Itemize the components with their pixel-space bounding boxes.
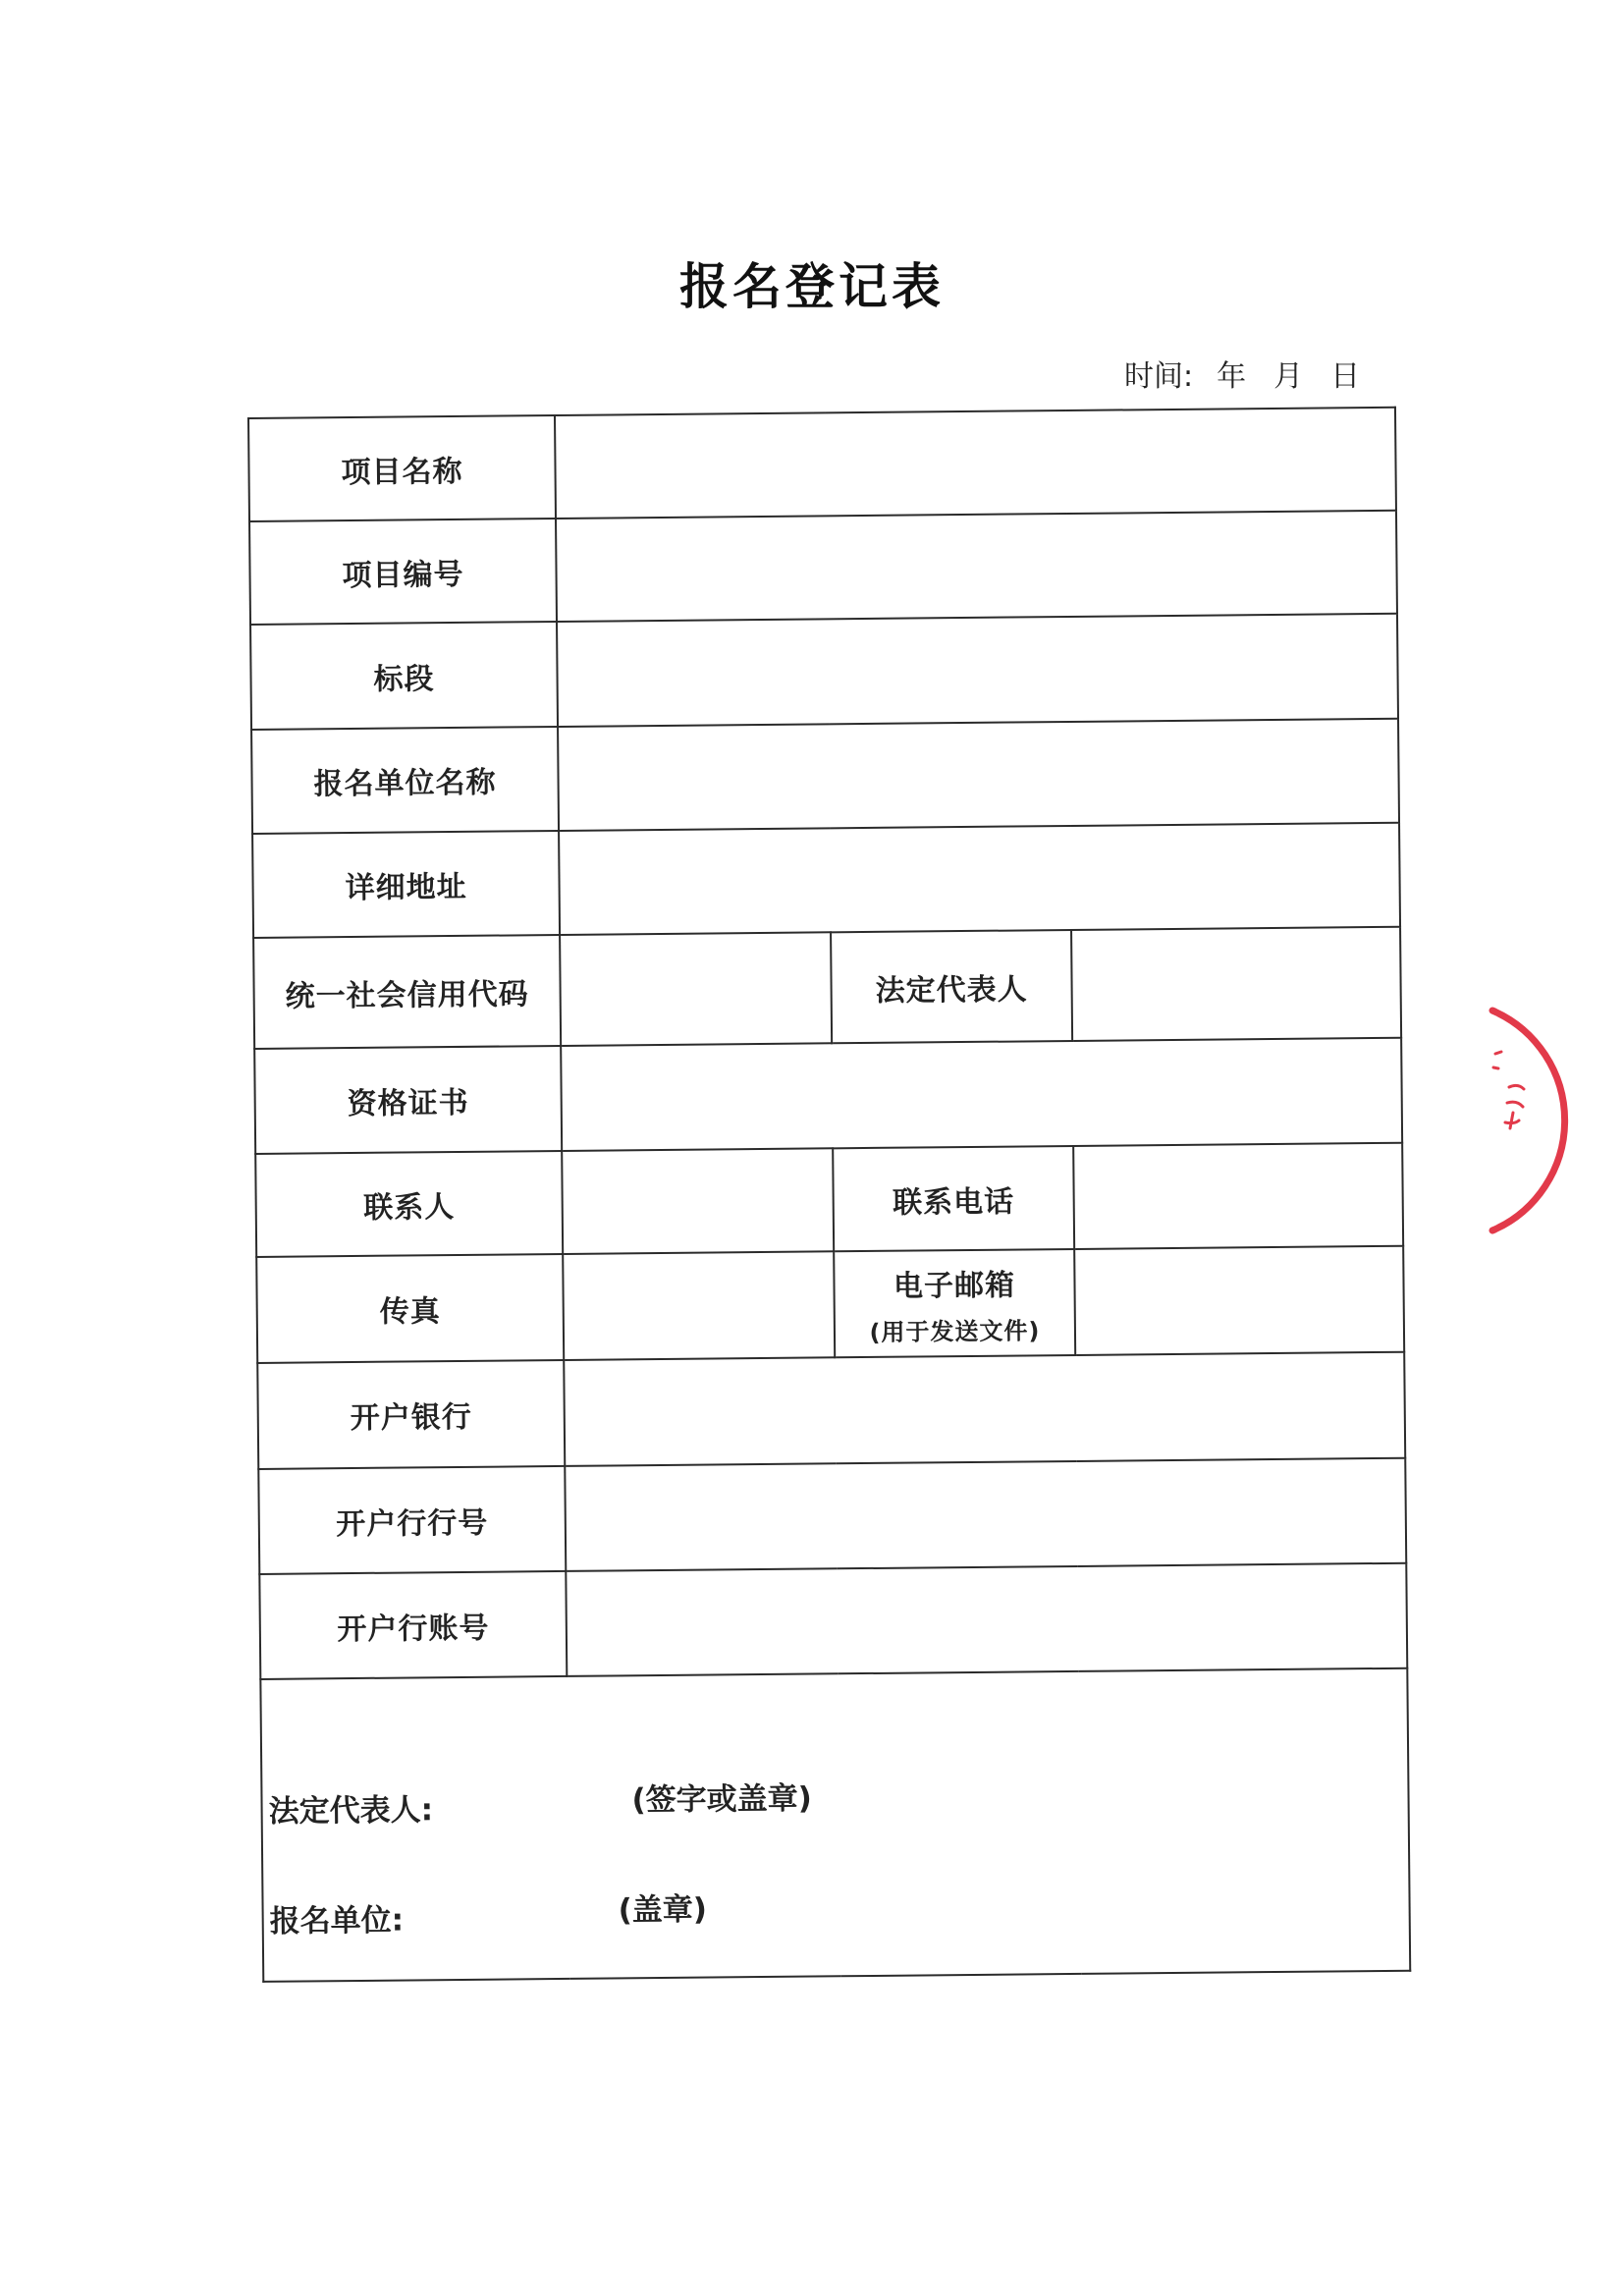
row-label-bank-code: 开户行行号 (258, 1466, 566, 1574)
row-label-email (834, 1249, 1075, 1357)
table-row (256, 1246, 1404, 1363)
page-title: 报名登记表 (679, 258, 945, 315)
row-label-address: 详细地址 (252, 831, 560, 938)
row-label-project-number: 项目编号 (249, 519, 557, 625)
red-seal-icon (1478, 997, 1624, 1242)
table-row (258, 1458, 1406, 1574)
date-day-unit: 日 (1330, 359, 1361, 394)
table-row (257, 1352, 1405, 1469)
row-label-contact: 联系人 (255, 1151, 563, 1257)
unit-seal-label: 报名单位: (269, 1902, 405, 1940)
date-label: 时间: (1124, 359, 1194, 394)
table-row (249, 511, 1397, 625)
table-row (254, 1038, 1402, 1154)
qualification-field[interactable] (561, 1038, 1402, 1151)
bank-field[interactable] (564, 1352, 1405, 1466)
signature-block (260, 1668, 1410, 1982)
row-label-fax: 传真 (256, 1254, 564, 1363)
row-label-project-name: 项目名称 (248, 415, 556, 521)
date-month-unit: 月 (1273, 359, 1304, 394)
legal-rep-signature-line (268, 1780, 813, 1831)
table-row (253, 927, 1401, 1049)
email-label: 电子邮箱 (893, 1268, 1016, 1304)
registration-form-table (247, 407, 1411, 1983)
unit-seal-line (269, 1891, 708, 1941)
row-label-credit-code: 统一社会信用代码 (253, 935, 561, 1049)
table-row (248, 408, 1396, 521)
project-name-field[interactable] (555, 408, 1396, 519)
row-label-applicant-name: 报名单位名称 (251, 727, 559, 834)
table-row (259, 1563, 1407, 1679)
table-row (255, 1143, 1403, 1257)
date-year-unit: 年 (1217, 359, 1247, 394)
email-field[interactable] (1074, 1246, 1404, 1355)
legal-rep-signature-note: (签字或盖章) (631, 1780, 813, 1819)
email-sublabel: (用于发送文件) (869, 1316, 1041, 1346)
table-row (250, 614, 1398, 730)
table-row (252, 823, 1400, 938)
row-label-qualification: 资格证书 (254, 1046, 562, 1154)
table-row (251, 719, 1399, 834)
project-number-field[interactable] (556, 511, 1397, 622)
account-field[interactable] (566, 1563, 1407, 1676)
address-field[interactable] (559, 823, 1400, 935)
bank-code-field[interactable] (565, 1458, 1406, 1571)
lot-field[interactable] (557, 614, 1398, 727)
legal-representative-field[interactable] (1071, 927, 1401, 1041)
legal-rep-signature-label: 法定代表人: (268, 1792, 434, 1830)
applicant-name-field[interactable] (558, 719, 1399, 831)
row-label-account: 开户行账号 (259, 1571, 567, 1679)
row-label-contact-phone: 联系电话 (833, 1146, 1074, 1251)
credit-code-field[interactable] (560, 932, 832, 1046)
date-line (1124, 352, 1360, 395)
row-label-lot: 标段 (250, 622, 558, 730)
fax-field[interactable] (563, 1251, 835, 1360)
contact-field[interactable] (562, 1148, 834, 1254)
row-label-bank: 开户银行 (257, 1360, 565, 1469)
contact-phone-field[interactable] (1073, 1143, 1403, 1249)
row-label-legal-representative: 法定代表人 (831, 930, 1072, 1043)
table-row (260, 1668, 1410, 1982)
unit-seal-note: (盖章) (618, 1891, 708, 1929)
